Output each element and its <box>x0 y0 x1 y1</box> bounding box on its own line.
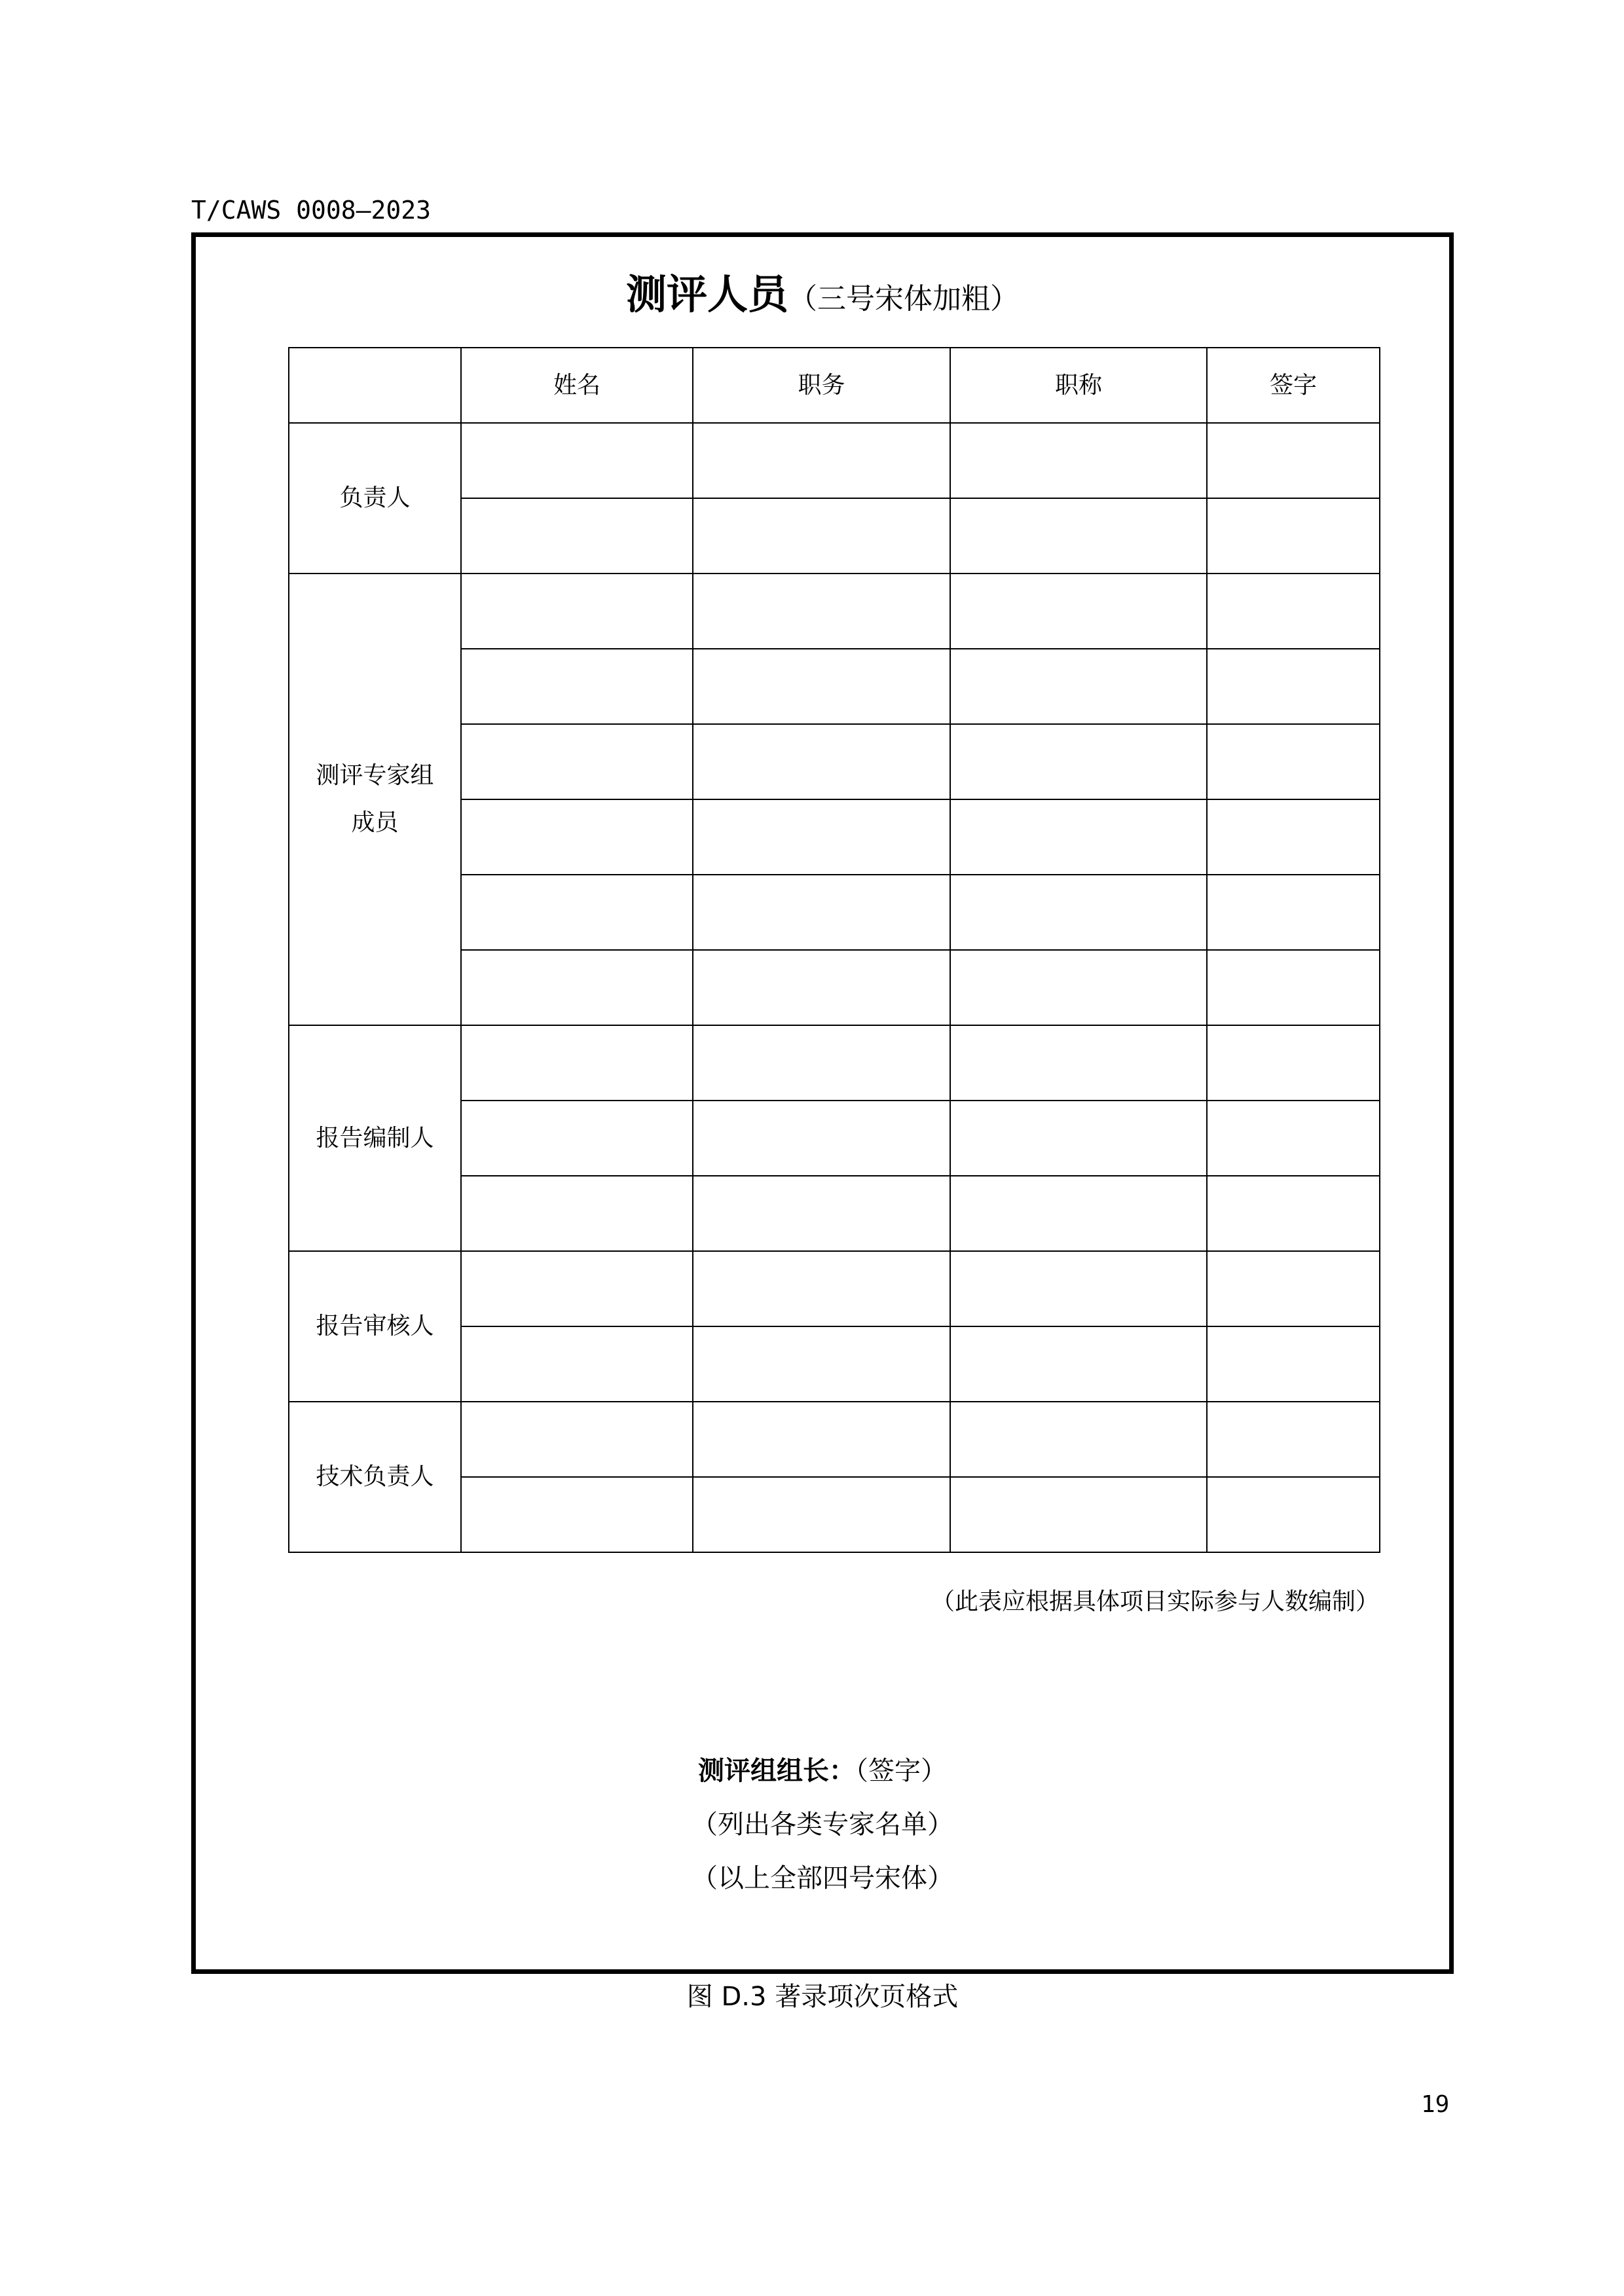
entry-cell[interactable] <box>461 724 693 799</box>
entry-cell[interactable] <box>693 649 950 724</box>
personnel-table-body <box>289 348 1380 1552</box>
entry-cell[interactable] <box>1207 498 1380 574</box>
role-group-label: 技术负责人 <box>289 1402 461 1552</box>
entry-cell[interactable] <box>693 1101 950 1176</box>
entry-cell[interactable] <box>1207 1326 1380 1402</box>
entry-cell[interactable] <box>461 574 693 649</box>
entry-cell[interactable] <box>461 1402 693 1477</box>
entry-cell[interactable] <box>461 1101 693 1176</box>
entry-cell[interactable] <box>950 1326 1207 1402</box>
entry-cell[interactable] <box>950 1251 1207 1326</box>
entry-cell[interactable] <box>950 875 1207 950</box>
entry-cell[interactable] <box>950 950 1207 1025</box>
entry-cell[interactable] <box>461 1477 693 1552</box>
entry-cell[interactable] <box>693 950 950 1025</box>
entry-cell[interactable] <box>693 875 950 950</box>
entry-cell[interactable] <box>693 1477 950 1552</box>
entry-cell[interactable] <box>693 1025 950 1101</box>
entry-cell[interactable] <box>950 724 1207 799</box>
entry-cell[interactable] <box>693 498 950 574</box>
entry-cell[interactable] <box>950 1477 1207 1552</box>
entry-cell[interactable] <box>461 950 693 1025</box>
entry-cell[interactable] <box>461 1326 693 1402</box>
entry-cell[interactable] <box>693 1251 950 1326</box>
entry-cell[interactable] <box>950 1402 1207 1477</box>
entry-cell[interactable] <box>693 423 950 498</box>
column-header: 职称 <box>950 348 1207 423</box>
table-row <box>289 1025 1380 1101</box>
entry-cell[interactable] <box>950 1025 1207 1101</box>
entry-cell[interactable] <box>1207 1101 1380 1176</box>
entry-cell[interactable] <box>1207 1176 1380 1251</box>
entry-cell[interactable] <box>950 574 1207 649</box>
entry-cell[interactable] <box>461 875 693 950</box>
entry-cell[interactable] <box>461 498 693 574</box>
entry-cell[interactable] <box>693 1402 950 1477</box>
table-row <box>289 423 1380 498</box>
personnel-table <box>288 347 1380 1553</box>
frame-title-main: 测评人员 <box>625 270 788 318</box>
entry-cell[interactable] <box>950 1176 1207 1251</box>
role-group-label: 报告编制人 <box>289 1025 461 1251</box>
entry-cell[interactable] <box>1207 950 1380 1025</box>
figure-caption: 图 D.3 著录项次页格式 <box>686 1982 959 2012</box>
entry-cell[interactable] <box>461 423 693 498</box>
column-header: 职务 <box>693 348 950 423</box>
table-row <box>289 574 1380 649</box>
entry-cell[interactable] <box>1207 574 1380 649</box>
column-header: 签字 <box>1207 348 1380 423</box>
entry-cell[interactable] <box>1207 423 1380 498</box>
entry-cell[interactable] <box>950 799 1207 875</box>
entry-cell[interactable] <box>1207 724 1380 799</box>
entry-cell[interactable] <box>461 799 693 875</box>
signature-block <box>196 1744 1449 1905</box>
entry-cell[interactable] <box>950 498 1207 574</box>
entry-cell[interactable] <box>1207 1251 1380 1326</box>
entry-cell[interactable] <box>1207 1402 1380 1477</box>
entry-cell[interactable] <box>950 649 1207 724</box>
expert-list-hint: （列出各类专家名单） <box>692 1810 953 1840</box>
role-group-label: 测评专家组 成员 <box>289 574 461 1025</box>
role-group-label: 报告审核人 <box>289 1251 461 1402</box>
entry-cell[interactable] <box>461 1025 693 1101</box>
leader-sign-hint: （签字） <box>855 1756 947 1786</box>
entry-cell[interactable] <box>693 799 950 875</box>
leader-signature-line <box>196 1744 1449 1798</box>
table-row <box>289 1251 1380 1326</box>
page-number: 19 <box>1421 2091 1450 2118</box>
role-group-label: 负责人 <box>289 423 461 574</box>
entry-cell[interactable] <box>693 1326 950 1402</box>
entry-cell[interactable] <box>461 1251 693 1326</box>
table-header-row <box>289 348 1380 423</box>
entry-cell[interactable] <box>1207 649 1380 724</box>
entry-cell[interactable] <box>461 1176 693 1251</box>
entry-cell[interactable] <box>1207 875 1380 950</box>
entry-cell[interactable] <box>693 1176 950 1251</box>
entry-cell[interactable] <box>693 724 950 799</box>
table-row <box>289 1402 1380 1477</box>
frame-title-note: （三号宋体加粗） <box>788 282 1019 316</box>
entry-cell[interactable] <box>950 1101 1207 1176</box>
standard-code: T/CAWS 0008—2023 <box>191 196 432 225</box>
column-header <box>289 348 461 423</box>
entry-cell[interactable] <box>950 423 1207 498</box>
entry-cell[interactable] <box>1207 1477 1380 1552</box>
font-hint: （以上全部四号宋体） <box>692 1863 953 1893</box>
column-header: 姓名 <box>461 348 693 423</box>
leader-label: 测评组组长： <box>698 1756 855 1786</box>
frame-title <box>196 268 1449 325</box>
entry-cell[interactable] <box>461 649 693 724</box>
entry-cell[interactable] <box>1207 1025 1380 1101</box>
entry-cell[interactable] <box>693 574 950 649</box>
page-frame <box>191 232 1454 1974</box>
table-note: （此表应根据具体项目实际参与人数编制） <box>931 1588 1379 1615</box>
entry-cell[interactable] <box>1207 799 1380 875</box>
